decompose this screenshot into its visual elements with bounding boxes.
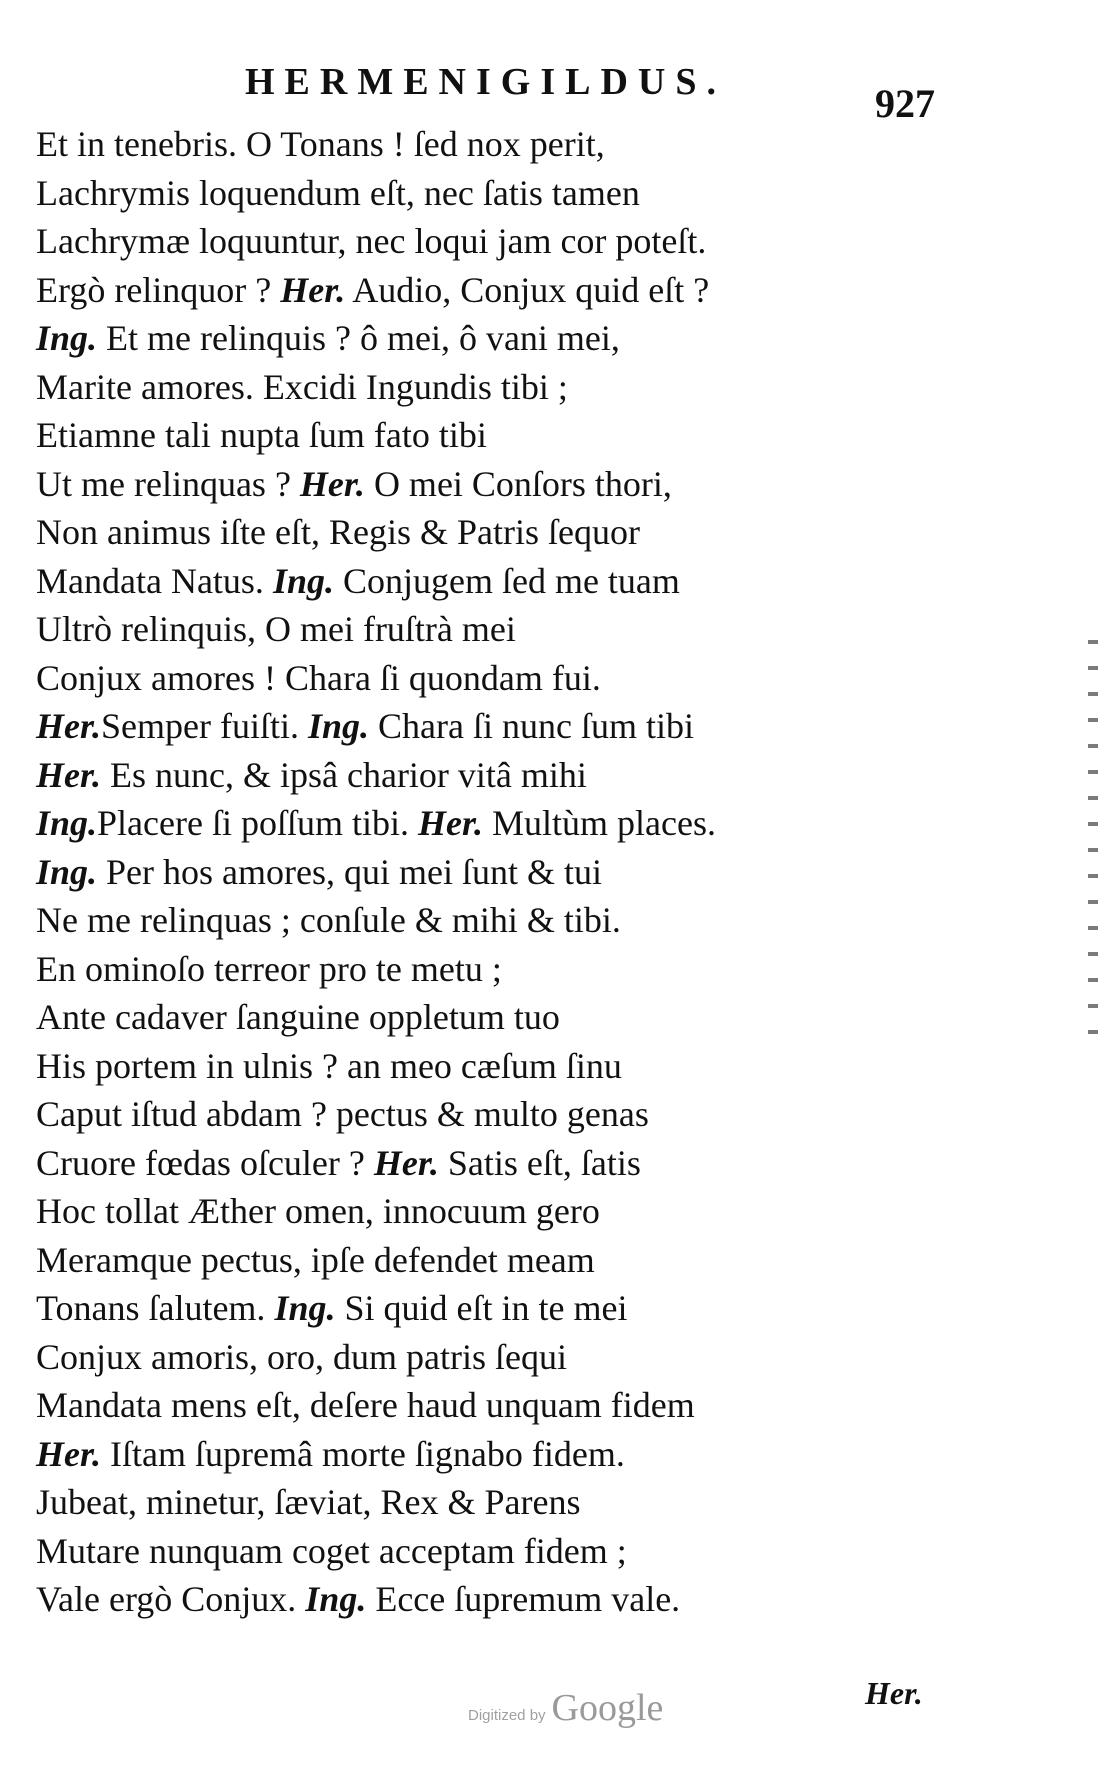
line-text: Ut me relinquas ? [36,463,300,504]
verse-line [36,1430,1038,1479]
verse-line [36,945,1038,994]
verse-line [36,1575,1038,1624]
verse-line [36,217,1038,266]
verse-line [36,314,1038,363]
verse-line [36,1381,1038,1430]
verse-line [36,1236,1038,1285]
verse-line [36,799,1038,848]
speaker-label: Ing. [36,318,98,358]
speaker-label: Ing. [307,706,370,746]
line-text: Ergò relinquor ? [36,269,281,310]
speaker-label: Her. [280,269,346,310]
verse-line [36,605,1038,654]
verse-line [36,1333,1038,1382]
line-text: Ne me relinquas ; conſule & mihi & tibi. [36,900,621,940]
speaker-label: Her. [36,706,102,746]
line-text: Multùm places. [483,803,716,843]
verse-line [36,460,1038,509]
verse-line [36,896,1038,945]
line-text: Marite amores. Excidi Ingundis tibi ; [36,366,568,407]
line-text: Es nunc, & ipsâ charior vitâ mihi [101,754,587,795]
speaker-label: Her. [417,803,483,843]
catchword: Her. [865,1675,923,1711]
line-text: Jubeat, minetur, ſæviat, Rex & Parens [36,1482,581,1522]
verse-line [36,169,1038,218]
verse-line [36,1478,1038,1527]
verse-line [36,751,1038,800]
digitization-watermark [468,1686,663,1730]
line-text: Non animus iſte eſt, Regis & Patris ſequor [36,512,640,552]
verse-line [36,654,1038,703]
line-text: O mei Conſors thori, [364,463,672,504]
speaker-label: Her. [36,754,102,795]
speaker-label: Ing. [305,1579,367,1619]
line-text: Iſtam ſupremâ morte ſignabo fidem. [101,1433,625,1474]
verse-line [36,557,1038,606]
speaker-label: Her. [299,463,365,504]
verse-line [36,1042,1038,1091]
line-text: Vale ergò Conjux. [36,1579,306,1619]
running-title: HERMENIGILDUS. [245,61,726,103]
speaker-label: Ing. [36,803,98,843]
line-text: Lachrymæ loquuntur, nec loqui jam cor poteſt. [36,221,707,261]
line-text: Conjux amoris, oro, dum patris ſequi [36,1336,567,1377]
line-text: Si quid eſt in te mei [335,1288,628,1328]
verse-line [36,120,1038,169]
speaker-label: Ing. [274,1288,336,1328]
speaker-label: Ing. [36,851,98,892]
line-text: Conjugem ſed me tuam [333,560,680,601]
line-text: Satis eſt, ſatis [438,1142,641,1183]
verse-line [36,1139,1038,1188]
line-text: Ultrò relinquis, O mei fruſtrà mei [36,609,516,649]
line-text: Conjux amores ! Chara ſi quondam fui. [36,657,601,698]
line-text: Caput iſtud abdam ? pectus & multo genas [36,1094,649,1134]
line-text: Chara ſi nunc ſum tibi [369,706,694,746]
verse-line [36,508,1038,557]
margin-marks [1088,640,1098,1040]
line-text: Cruore fœdas oſculer ? [36,1142,374,1183]
line-text: Lachrymis loquendum eſt, nec ſatis tamen [36,172,640,213]
line-text: Tonans ſalutem. [36,1288,275,1328]
line-text: Per hos amores, qui mei ſunt & tui [97,851,602,892]
line-text: Et me relinquis ? ô mei, ô vani mei, [97,318,620,358]
line-text: Hoc tollat Æther omen, innocuum gero [36,1191,600,1231]
verse-text [36,120,1038,1624]
verse-line [36,1284,1038,1333]
line-text: Mutare nunquam coget acceptam fidem ; [36,1530,627,1571]
watermark-prefix: Digitized by [468,1707,546,1724]
verse-line [36,1090,1038,1139]
speaker-label: Her. [36,1433,102,1474]
line-text: Meramque pectus, ipſe defendet meam [36,1239,595,1280]
verse-line [36,702,1038,751]
line-text: Audio, Conjux quid eſt ? [345,269,710,310]
google-logo: Google [551,1687,664,1729]
line-text: Placere ſi poſſum tibi. [97,803,418,843]
verse-line [36,848,1038,897]
verse-line [36,411,1038,460]
line-text: Mandata mens eſt, deſere haud unquam fidem [36,1385,695,1425]
verse-line [36,363,1038,412]
verse-line [36,266,1038,315]
line-text: His portem in ulnis ? an meo cæſum ſinu [36,1045,622,1086]
verse-line [36,993,1038,1042]
line-text: Et in tenebris. O Tonans ! ſed nox perit, [36,124,605,164]
speaker-label: Ing. [272,560,334,601]
line-text: Semper fuiſti. [101,706,308,746]
line-text: En ominoſo terreor pro te metu ; [36,948,502,989]
line-text: Etiamne tali nupta ſum fato tibi [36,415,487,455]
verse-line [36,1187,1038,1236]
speaker-label: Her. [373,1142,439,1183]
line-text: Ante cadaver ſanguine oppletum tuo [36,997,560,1037]
line-text: Ecce ſupremum vale. [366,1579,681,1619]
page-number: 927 [875,81,935,126]
line-text: Mandata Natus. [36,560,273,601]
verse-line [36,1527,1038,1576]
